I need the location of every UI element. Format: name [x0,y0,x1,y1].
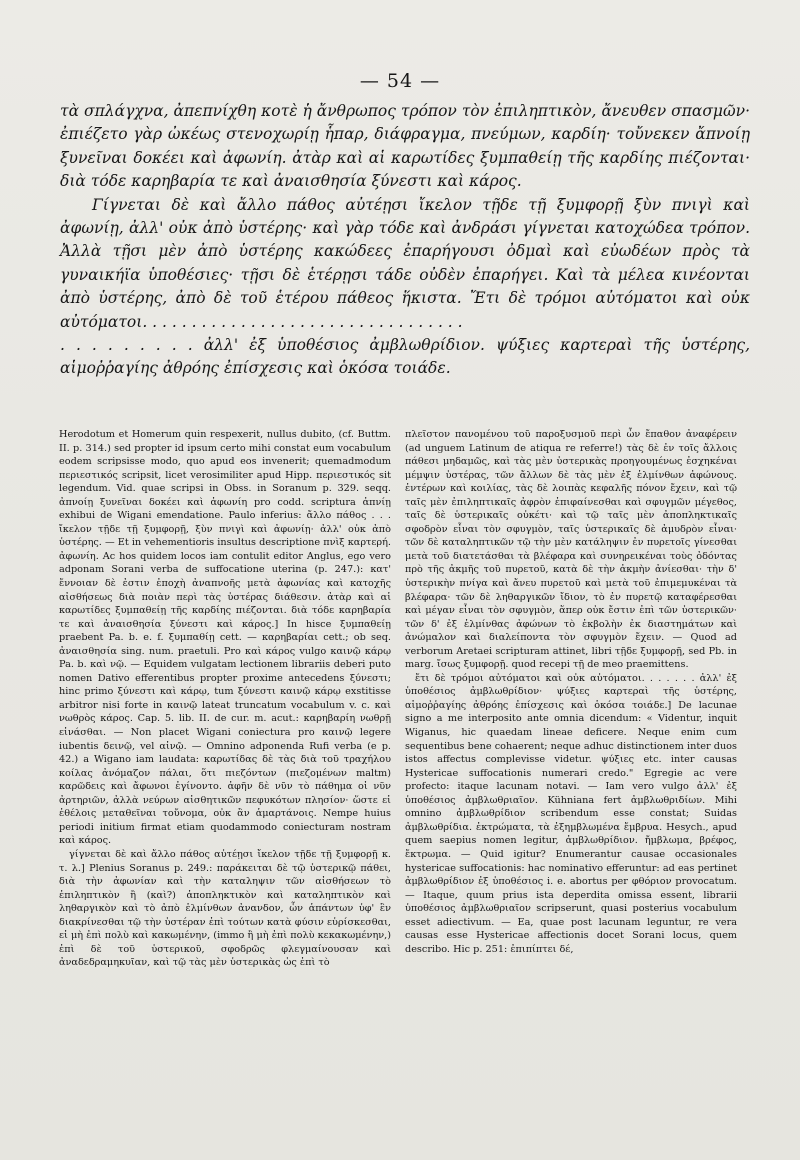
note-paragraph: πλεῖστον πανομένου τοῦ παροξυσμοῦ περὶ ὧν ἔπαθον ἀναφέρειν (ad unguem Latinum de atiqua re referre!) τὰς δὲ ἐν τοῖς ἄλλοις πάθεσι μηδαμῶς, καὶ τὰς μὲν ὑστερικὰς προηγουμένως ἐσχηκέναι μέμψιν ὑστέρας, τῶν ἄλλων δὲ τὰς μὲν ἐξ ἑλμίνθων ἀφώνους. ἐντέρων καὶ κοιλίας, τὰς δὲ λοιπὰς κεφαλῆς πόνον ἔχειν, καὶ τῷ ταῖς μὲν ἐπιληπτικαῖς ἀφρὸν ἐπιφαίνεσθαι καὶ σφυγμῶν μέγεθος, ταῖς δὲ ὑστερικαῖς οὐκέτι· καὶ τῷ ταῖς μὲν ἀποπληκτικαῖς σφοδρὸν εἶναι τὸν σφυγμὸν, ταῖς ὑστερικαῖς δὲ ἀμυδρὸν εἶναι· τῶν δὲ καταληπτικῶν τῷ τὴν μὲν κατάληψιν ἐν πυρετοῖς γίνεσθαι μετὰ τοῦ διατετάσθαι τὰ βλέφαρα καὶ συνηρεικέναι τοὺς ὀδόντας πρὸ τῆς ἀκμῆς τοῦ πυρετοῦ, κατὰ δὲ τὴν ἀκμὴν ἀνίεσθαι· τὴν δ' ὑστερικὴν πνίγα καὶ ἄνευ πυρετοῦ καὶ μετὰ τοῦ ἐπιμεμυκέναι τὰ βλέφαρα· τῶν δὲ ληθαργικῶν ἴδιον, τὸ ἐν πυρετῷ καταφέρεσθαι καὶ μέγαν εἶναι τὸν σφυγμὸν, ἅπερ οὐκ ἔστιν ἐπὶ τῶν ὑστερικῶν· τῶν δ' ἐξ ἑλμίνθας ἀφώνων τὸ ἐκβολὴν ἐκ διαστημάτων καὶ ἀνώμαλον καὶ διαλείποντα τὸν σφυγμὸν ἔχειν. — Quod ad verborum Aretaei scripturam attinet, libri τῇδε ξυμφορῇ, sed Pb. in marg. ἴσως ξυμφορῇ. quod recepi τῇ de meo praemittens. [405,429,737,671]
notes-right-column [405,428,737,956]
note-paragraph: γίγνεται δὲ καὶ ἄλλο πάθος αὐτέῃσι ἴκελον τῇδε τῇ ξυμφορῇ κ. τ. λ.] Plenius Soranus p. 249.: παράκειται δὲ τῷ ὑστερικῷ πάθει, διὰ τὴν ἀφωνίαν καὶ τὴν καταληψιν τῶν αἰσθήσεων τὸ ἐπιληπτικὸν ἢ (καὶ?) ἀποπληκτικὸν καὶ καταληπτικὸν καὶ ληθαργικὸν καὶ τὸ ἀπὸ ἑλμίνθων ἀνανδον, ὧν ἁπάντων ὑφ' ἓν διακρίνεσθαι τῷ τὴν ὑστέραν ἐπὶ τούτων κατὰ φύσιν εὑρίσκεσθαι, εἰ μὴ ἐπὶ πολὺ καὶ κακωμένην, (immo ἢ μὴ ἐπὶ πολὺ κεκακωμένην,) ἐπὶ δὲ τοῦ ὑστερικοῦ, σφοδρῶς φλεγμαίνουσαν καὶ ἀναδεδραμηκυῖαν, καὶ τῷ τὰς μὲν ὑστερικὰς ὡς ἐπὶ τὸ [59,848,391,969]
notes-left-column [59,428,391,970]
main-greek-text [60,100,750,381]
page-number: — 54 — [359,70,441,92]
main-paragraph: . . . . . . . . . ἀλλ' ἐξ ὑποθέσιος ἀμβλωθρίδιον. ψύξιες καρτεραὶ τῆς ὑστέρης, αἱμοῤῥαγίης ἀθρόης ἐπίσχεσις καὶ ὁκόσα τοιάδε. [60,336,750,378]
main-paragraph: Γίγνεται δὲ καὶ ἄλλο πάθος αὐτέῃσι ἴκελον τῇδε τῇ ξυμφορῇ ξὺν πνιγὶ καὶ ἀφωνίῃ, ἀλλ' οὐκ ἀπὸ ὑστέρης· καὶ γὰρ τόδε καὶ ἀνδράσι γίγνεται κατοχώδεα τρόπον. Ἀλλὰ τῇσι μὲν ἀπὸ ὑστέρης κακώδεες ἐπαρήγουσι ὀδμαὶ καὶ εὐωδέων πρὸς τὰ γυναικήϊα ὑποθέσιες· τῇσι δὲ ἑτέρῃσι τάδε οὐδὲν ἐπαρήγει. Καὶ τὰ μέλεα κινέονται ἀπὸ ὑστέρης, ἀπὸ δὲ τοῦ ἑτέρου πάθεος ἥκιστα. Ἔτι δὲ τρόμοι αὐτόματοι καὶ οὐκ αὐτόματοι. . . . . . . . . . . . . . . . . . . . . . . . . . . . . . . . . [60,195,750,331]
note-paragraph: ἔτι δὲ τρόμοι αὐτόματοι καὶ οὐκ αὐτόματοι. . . . . . . ἀλλ' ἐξ ὑποθέσιος ἀμβλωθρίδιον· ψύξιες καρτεραὶ τῆς ὑστέρης, αἱμοῤῥαγίης ἀθρόης ἐπίσχεσις καὶ ὁκόσα τοιάδε.] De lacunae signo a me interposito ante omnia dicendum: « Videntur, inquit Wiganus, hic quaedam lineae deficere. Neque enim cum sequentibus bene cohaerent; neque adhuc distinctionem inter duos istos affectus complevisse videtur. ψύξιες etc. inter causas Hystericae suffocationis numerari credo." Egregie ac vere profecto: itaque lacunam notavi. — Iam vero vulgo ἀλλ' ἐξ ὑποθέσιος ἀμβλωθριαῖον. Kühniana fert ἀμβλωθριδίων. Mihi omnino ἀμβλωθρίδιον scribendum esse constat; Suidas ἀμβλωθρίδια. ἐκτρώματα, τὰ ἐξημβλωμένα ἔμβρυα. Hesych., apud quem saepius nomen legitur, ἀμβλωθρίδιον. ἤμβλωμα, βρέφος, ἔκτρωμα. — Quid igitur? Enumerantur causae occasionales hystericae suffocationis: hac nominativo efferuntur: ad eas pertinet ἀμβλωθρίδιον ἐξ ὑποθέσιος i. e. abortus per φθόριον provocatum. — Itaque, quum prius ista deperdita omissa essent, librarii ὑποθέσιος ἀμβλωθριαῖον scripserunt, quasi posterius vocabulum esset adiectivum. — Ea, quae post lacunam leguntur, re vera causas esse Hystericae affectionis docet Sorani locus, quem describo. Hic p. 251: ἐπιπίπτει δέ, [405,672,737,955]
note-paragraph: Herodotum et Homerum quin respexerit, nullus dubito, (cf. Buttm. II. p. 314.) sed propter id ipsum certo mihi constat eum vocabulum eodem scripsisse modo, quo apud eos invenerit; quemadmodum περιεστικός scripsit, licet verosimiliter apud Hipp. περιεστικός sit legendum. Vid. quae scripsi in Obss. in Soranum p. 329. seqq. ἀπνοίῃ ξυνεῖναι δοκέει καὶ ἀφωνίη pro codd. scriptura ἀπνίῃ exhibui de Wigani emendatione. Paulo inferius: ἄλλο πάθος . . . ἴκελον τῇδε τῇ ξυμφορῇ, ξὺν πνιγὶ καὶ ἀφωνίῃ· ἀλλ' οὐκ ἀπὸ ὑστέρης. — Et in vehementioris insultus descriptione πνὶξ καρτερή. ἀφωνίη. Ac hos quidem locos iam contulit editor Anglus, ego vero adponam Sorani verba de suffocatione uterina (p. 247.): κατ' ἔννοιαν δὲ ἐστιν ἐποχὴ ἀναπνοῆς μετὰ ἀφωνίας καὶ κατοχῆς αἰσθήσεως διὰ ποιὰν περὶ τὰς ὑστέρας διάθεσιν. ἀτὰρ καὶ αἱ καρωτίδες ξυμπαθείῃ τῆς καρδίης πιέζονται. διὰ τόδε καρηβαρία τε καὶ ἀναισθησία ξύνεστι καὶ κάρος.] In hisce ξυμπαθείῃ praebent Pa. b. e. f. ξυμπαθίῃ cett. — καρηβαρίαι cett.; ob seq. ἀναισθησία sing. num. praetuli. Pro καὶ κάρος vulgo καινῷ κάρῳ Pa. b. καὶ νῷ. — Equidem vulgatam lectionem librariis deberi puto nomen Dativo efferentibus propter proxime antecedens ξύνεστι; hinc primo ξύνεστι καὶ κάρῳ, tum ξύνεστι καινῷ κάρῳ exstitisse arbitror nisi forte in καινῷ lateat truncatum vocabulum v. c. καὶ νωθρὸς κάρος. Cap. 5. lib. II. de cur. m. acut.: καρηβαρίη νωθρῇ εἰνάσθαι. — Non placet Wigani coniectura pro καινῷ legere iubentis δεινῷ, vel αἰνῷ. — Omnino adponenda Rufi verba (e p. 42.) a Wigano iam laudata: καρωτίδας δὲ τὰς διὰ τοῦ τραχήλου κοίλας ἀνόμαζον πάλαι, ὅτι πιεζόντων (πιεζομένων maltm) καρῶδεις καὶ ἄφωνοι ἐγίνοντο. ἀφῆν δὲ νῦν τὸ πάθημα οἱ νῦν ἀρτηριῶν, ἀλλὰ νεύρων αἰσθητικῶν πεφυκότων πλησίον· ὥστε εἰ ἐθέλοις μεταθεῖναι τοὔνομα, οὐκ ἂν ἁμαρτάνοις. Nempe huius periodi initium firmat etiam quodammodo coniecturam nostram καὶ κάρος. [59,429,391,847]
main-paragraph: τὰ σπλάγχνα, ἀπεπνίχθη κοτὲ ἡ ἄνθρωπος τρόπον τὸν ἐπιληπτικὸν, ἄνευθεν σπασμῶν· ἐπιέζετο γὰρ ὠκέως στενοχωρίῃ ἧπαρ, διάφραγμα, πνεύμων, καρδίη· τοὔνεκεν ἄπνοίῃ ξυνεῖναι δοκέει καὶ ἀφωνίη. ἀτὰρ καὶ αἱ καρωτίδες ξυμπαθείῃ τῆς καρδίης πιέζονται· διὰ τόδε καρηβαρία τε καὶ ἀναισθησία ξύνεστι καὶ κάρος. [60,102,750,191]
